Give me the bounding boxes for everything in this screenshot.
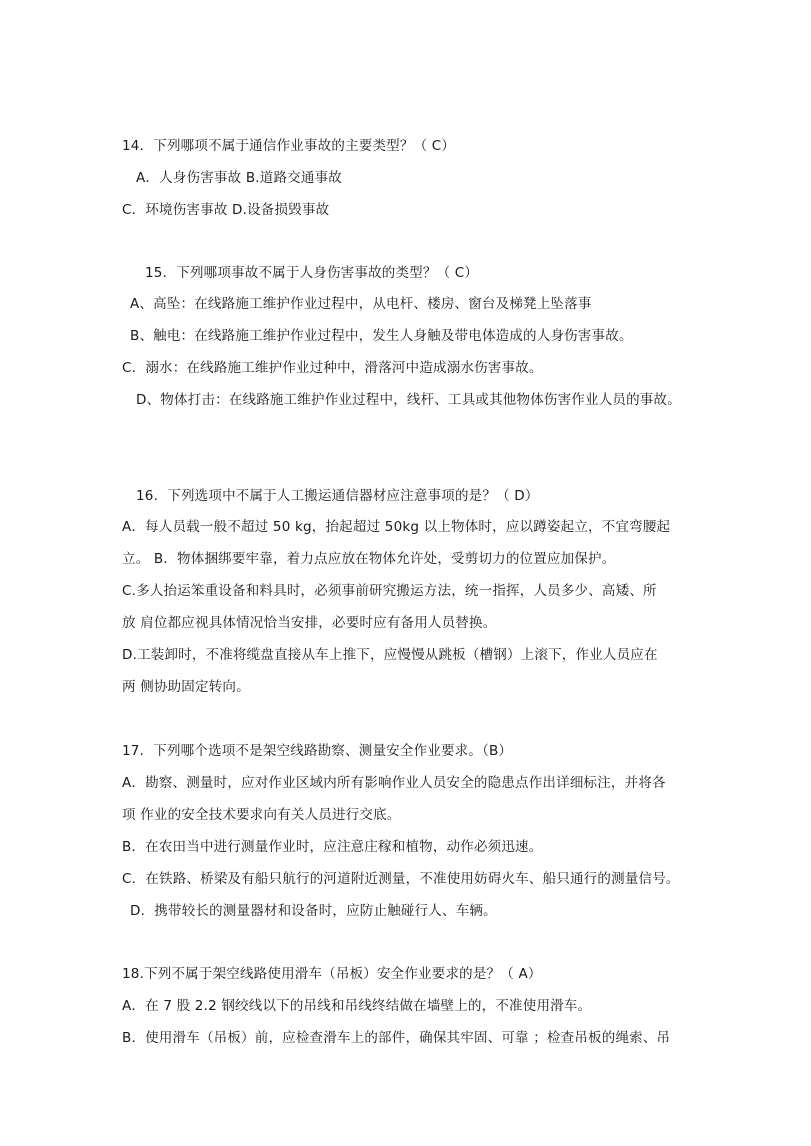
- q17-line-4: C．在铁路、桥梁及有船只航行的河道附近测量，不准使用妨碍火车、船只通行的测量信号。: [122, 871, 680, 887]
- q15-option-b: B、触电：在线路施工维护作业过程中，发生人身触及带电体造成的人身伤害事故。: [130, 328, 633, 344]
- q15-stem: 15．下列哪项事故不属于人身伤害事故的类型？（ C）: [145, 265, 479, 281]
- q16-line-3: C.多人抬运笨重设备和料具时，必须事前研究搬运方法，统一指挥，人员多少、高矮、所: [122, 583, 657, 599]
- q14-options-ab: A．人身伤害事故 B.道路交通事故: [136, 170, 342, 186]
- q16-stem: 16．下列选项中不属于人工搬运通信器材应注意事项的是？（ D）: [136, 488, 539, 504]
- q16-line-1: A．每人员载一般不超过 50 kg，抬起超过 50kg 以上物体时，应以蹲姿起立，不宜弯腰起: [122, 519, 671, 535]
- q17-line-5: D．携带较长的测量器材和设备时，应防止触碰行人、车辆。: [130, 903, 497, 919]
- q15-option-a: A、高坠：在线路施工维护作业过程中，从电杆、楼房、窗台及梯凳上坠落事: [130, 296, 592, 312]
- q15-option-d: D、物体打击：在线路施工维护作业过程中，线杆、工具或其他物体伤害作业人员的事故。: [136, 392, 681, 408]
- q17-line-2: 项 作业的安全技术要求向有关人员进行交底。: [122, 807, 401, 823]
- q17-stem: 17．下列哪个选项不是架空线路勘察、测量安全作业要求。（B）: [122, 743, 513, 759]
- q16-line-6: 两 侧协助固定转向。: [122, 679, 250, 695]
- q16-line-4: 放 肩位都应视具体情况恰当安排，必要时应有备用人员替换。: [122, 615, 497, 631]
- q17-line-1: A．勘察、测量时，应对作业区域内所有影响作业人员安全的隐患点作出详细标注，并将各: [122, 775, 666, 791]
- q18-line-1: A．在 7 股 2.2 钢绞线以下的吊线和吊线终结做在墙壁上的，不准使用滑车。: [122, 998, 592, 1014]
- q18-stem: 18.下列不属于架空线路使用滑车（吊板）安全作业要求的是？（ A）: [122, 966, 542, 982]
- q15-option-c: C．溺水：在线路施工维护作业过种中，滑落河中造成溺水伤害事故。: [122, 360, 543, 376]
- q14-stem: 14．下列哪项不属于通信作业事故的主要类型？（ C）: [122, 138, 456, 154]
- q18-line-2: B．使用滑车（吊板）前，应检查滑车上的部件，确保其牢固、可靠 ；检查吊板的绳索、吊: [122, 1030, 671, 1046]
- q14-options-cd: C．环境伤害事故 D.设备损毁事故: [122, 202, 330, 218]
- q17-line-3: B．在农田当中进行测量作业时，应注意庄稼和植物，动作必须迅速。: [122, 839, 543, 855]
- q16-line-2: 立。 B．物体捆绑要牢靠，着力点应放在物体允许处，受剪切力的位置应加保护。: [122, 551, 616, 567]
- q16-line-5: D.工装卸时，不准将缆盘直接从车上推下，应慢慢从跳板（槽钢）上滚下，作业人员应在: [122, 647, 658, 663]
